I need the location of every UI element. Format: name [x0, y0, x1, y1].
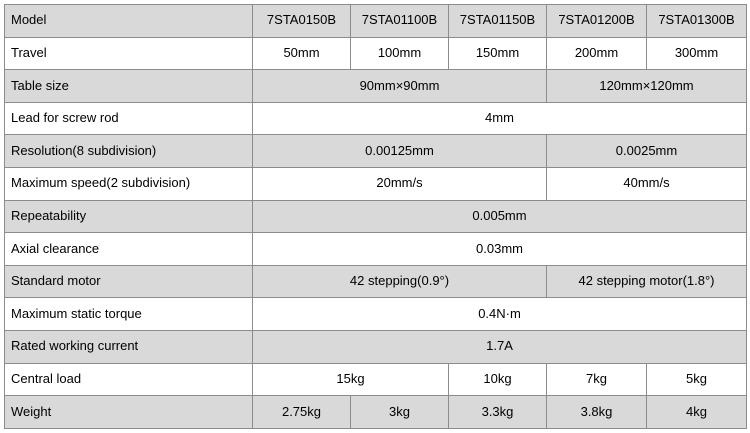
row-value-cell: 120mm×120mm [547, 70, 747, 103]
row-value-cell: 300mm [647, 37, 747, 70]
row-value-cell: 2.75kg [253, 396, 351, 429]
row-value-cell: 200mm [547, 37, 647, 70]
row-label-cell: Resolution(8 subdivision) [5, 135, 253, 168]
row-label-cell: Weight [5, 396, 253, 429]
row-value-cell: 0.005mm [253, 200, 747, 233]
row-value-cell: 4kg [647, 396, 747, 429]
table-row [5, 396, 747, 429]
row-value-cell: 3kg [351, 396, 449, 429]
table-row [5, 363, 747, 396]
row-value-cell: 7STA01200B [547, 5, 647, 38]
row-value-cell: 7STA01300B [647, 5, 747, 38]
row-label-cell: Standard motor [5, 265, 253, 298]
table-row [5, 298, 747, 331]
table-row [5, 70, 747, 103]
table-row [5, 331, 747, 364]
table-row [5, 5, 747, 38]
row-value-cell: 7STA0150B [253, 5, 351, 38]
table-row [5, 135, 747, 168]
row-label-cell: Repeatability [5, 200, 253, 233]
row-label-cell: Lead for screw rod [5, 102, 253, 135]
row-value-cell: 7kg [547, 363, 647, 396]
table-body [5, 5, 747, 429]
table-row [5, 200, 747, 233]
row-value-cell: 150mm [449, 37, 547, 70]
row-value-cell: 1.7A [253, 331, 747, 364]
table-row [5, 37, 747, 70]
row-value-cell: 50mm [253, 37, 351, 70]
row-label-cell: Travel [5, 37, 253, 70]
table-row [5, 265, 747, 298]
row-value-cell: 3.3kg [449, 396, 547, 429]
row-value-cell: 42 stepping motor(1.8°) [547, 265, 747, 298]
row-value-cell: 15kg [253, 363, 449, 396]
row-value-cell: 100mm [351, 37, 449, 70]
row-label-cell: Axial clearance [5, 233, 253, 266]
row-value-cell: 5kg [647, 363, 747, 396]
row-value-cell: 20mm/s [253, 168, 547, 201]
row-label-cell: Maximum static torque [5, 298, 253, 331]
row-value-cell: 7STA01100B [351, 5, 449, 38]
row-value-cell: 4mm [253, 102, 747, 135]
row-value-cell: 3.8kg [547, 396, 647, 429]
row-label-cell: Model [5, 5, 253, 38]
row-value-cell: 10kg [449, 363, 547, 396]
row-value-cell: 7STA01150B [449, 5, 547, 38]
table-row [5, 168, 747, 201]
row-label-cell: Rated working current [5, 331, 253, 364]
row-label-cell: Table size [5, 70, 253, 103]
row-value-cell: 42 stepping(0.9°) [253, 265, 547, 298]
row-value-cell: 90mm×90mm [253, 70, 547, 103]
row-value-cell: 0.4N·m [253, 298, 747, 331]
table-row [5, 102, 747, 135]
table-row [5, 233, 747, 266]
specification-table [4, 4, 747, 429]
row-value-cell: 40mm/s [547, 168, 747, 201]
row-label-cell: Maximum speed(2 subdivision) [5, 168, 253, 201]
row-value-cell: 0.03mm [253, 233, 747, 266]
row-label-cell: Central load [5, 363, 253, 396]
row-value-cell: 0.0025mm [547, 135, 747, 168]
row-value-cell: 0.00125mm [253, 135, 547, 168]
